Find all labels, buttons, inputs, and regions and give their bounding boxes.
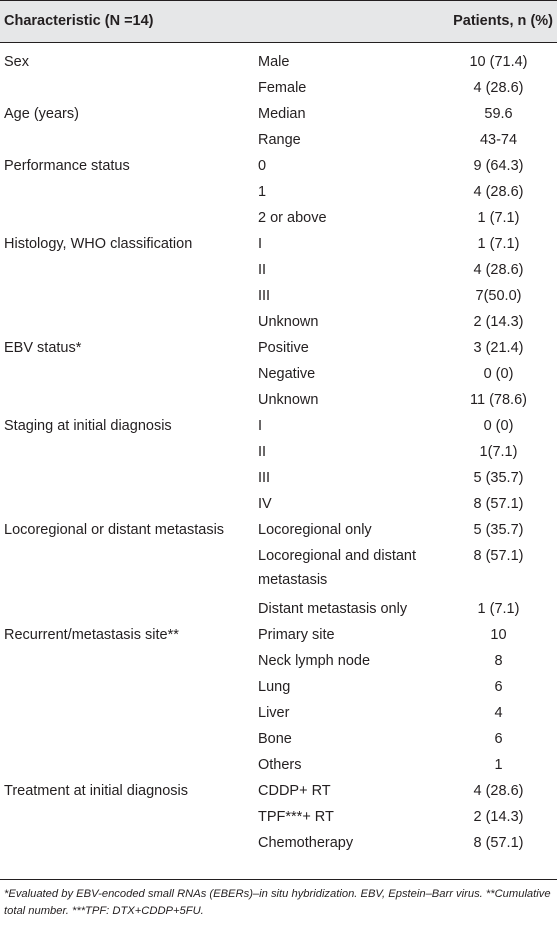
table-row	[0, 121, 557, 147]
category-cell: Female	[258, 80, 307, 96]
patients-cell: 4 (28.6)	[473, 783, 524, 799]
category-cell: 0	[258, 158, 267, 174]
table-row	[0, 616, 557, 642]
table-row	[0, 199, 557, 225]
table-row	[0, 746, 557, 772]
patients-cell: 1 (7.1)	[477, 601, 520, 617]
category-cell: Liver	[258, 705, 290, 721]
table-row	[0, 824, 557, 850]
table-row	[0, 147, 557, 173]
patients-cell: 11 (78.6)	[470, 392, 527, 408]
footnote-text: *Evaluated by EBV-encoded small RNAs (EBERs)–in situ hybridization. EBV, Epstein–Barr virus. **Cumulative total number. ***TPF: DTX+CDDP+5FU.	[4, 888, 551, 917]
table-row	[0, 433, 557, 459]
category-cell: Negative	[258, 366, 316, 382]
patients-cell: 4 (28.6)	[473, 80, 524, 96]
patients-cell: 7(50.0)	[475, 288, 522, 304]
patients-cell: 5 (35.7)	[473, 522, 524, 538]
category-cell: IV	[258, 496, 272, 512]
table-row	[0, 772, 557, 798]
patients-cell: 6	[494, 731, 503, 747]
table-row	[0, 642, 557, 668]
category-cell: Distant metastasis only	[258, 601, 408, 617]
patients-cell: 0 (0)	[483, 366, 514, 382]
table-row	[0, 251, 557, 277]
patients-cell: 9 (64.3)	[473, 158, 524, 174]
header-characteristic: Characteristic (N =14)	[4, 13, 154, 29]
table-row	[0, 485, 557, 511]
category-cell: Neck lymph node	[258, 653, 371, 669]
category-cell: II	[258, 262, 267, 278]
category-cell: Unknown	[258, 314, 319, 330]
characteristic-cell: Treatment at initial diagnosis	[4, 783, 189, 799]
patients-cell: 3 (21.4)	[473, 340, 524, 356]
characteristic-cell: Sex	[4, 54, 29, 70]
header-patients: Patients, n (%)	[453, 13, 553, 29]
table-row	[0, 590, 557, 616]
category-cell: Lung	[258, 679, 291, 695]
table-row	[0, 798, 557, 824]
table-row	[0, 694, 557, 720]
category-cell: Others	[258, 757, 302, 773]
characteristic-cell: Histology, WHO classification	[4, 236, 193, 252]
patients-cell: 1 (7.1)	[477, 210, 520, 226]
category-cell: Primary site	[258, 627, 335, 643]
table-row	[0, 69, 557, 95]
patients-cell: 43-74	[479, 132, 518, 148]
table-body	[0, 43, 557, 850]
table-row	[0, 303, 557, 329]
category-cell: Chemotherapy	[258, 835, 354, 851]
table-row	[0, 355, 557, 381]
table-row	[0, 720, 557, 746]
category-cell: 1	[258, 184, 267, 200]
table-row	[0, 43, 557, 69]
patients-cell: 4 (28.6)	[473, 262, 524, 278]
characteristic-cell: Staging at initial diagnosis	[4, 418, 172, 434]
category-cell: Positive	[258, 340, 309, 356]
patients-cell: 6	[494, 679, 503, 695]
table-row	[0, 381, 557, 407]
category-cell: Male	[258, 54, 290, 70]
category-cell: 2 or above	[258, 210, 327, 226]
category-cell: Median	[258, 106, 306, 122]
patients-cell: 8 (57.1)	[473, 835, 524, 851]
patients-cell: 1 (7.1)	[477, 236, 520, 252]
patients-cell: 4	[494, 705, 503, 721]
patients-cell: 59.6	[484, 106, 513, 122]
category-cell: Range	[258, 132, 301, 148]
table-row	[0, 173, 557, 199]
table-row	[0, 225, 557, 251]
category-cell: I	[258, 418, 263, 434]
table-row	[0, 668, 557, 694]
characteristic-cell: Recurrent/metastasis site**	[4, 627, 179, 643]
table-row	[0, 459, 557, 485]
patients-cell: 4 (28.6)	[473, 184, 524, 200]
table-row	[0, 329, 557, 355]
category-cell: TPF***+ RT	[258, 809, 334, 825]
category-cell: Locoregional only	[258, 522, 372, 538]
category-cell: Unknown	[258, 392, 319, 408]
patients-cell: 8	[494, 653, 503, 669]
patients-cell: 5 (35.7)	[473, 470, 524, 486]
category-cell: II	[258, 444, 267, 460]
patients-cell: 8 (57.1)	[473, 548, 524, 564]
characteristic-cell: Locoregional or distant metastasis	[4, 522, 225, 538]
table-row	[0, 407, 557, 433]
patients-cell: 1	[494, 757, 503, 773]
table-header	[0, 0, 557, 43]
category-cell: I	[258, 236, 263, 252]
table-row	[0, 537, 557, 590]
patients-cell: 10 (71.4)	[469, 54, 528, 70]
characteristic-cell: EBV status*	[4, 340, 82, 356]
patients-cell: 8 (57.1)	[473, 496, 524, 512]
category-cell: CDDP+ RT	[258, 783, 331, 799]
characteristic-cell: Age (years)	[4, 106, 79, 122]
patients-cell: 10	[490, 627, 507, 643]
characteristic-cell: Performance status	[4, 158, 130, 174]
table-footnote	[0, 879, 557, 920]
patients-cell: 2 (14.3)	[473, 809, 524, 825]
patients-cell: 1(7.1)	[479, 444, 518, 460]
table-row	[0, 95, 557, 121]
patients-cell: 0 (0)	[483, 418, 514, 434]
category-cell: III	[258, 470, 271, 486]
category-cell: III	[258, 288, 271, 304]
category-cell: Bone	[258, 731, 292, 747]
patients-cell: 2 (14.3)	[473, 314, 524, 330]
category-cell: Locoregional and distant metastasis	[258, 548, 417, 588]
table-row	[0, 511, 557, 537]
table-row	[0, 277, 557, 303]
